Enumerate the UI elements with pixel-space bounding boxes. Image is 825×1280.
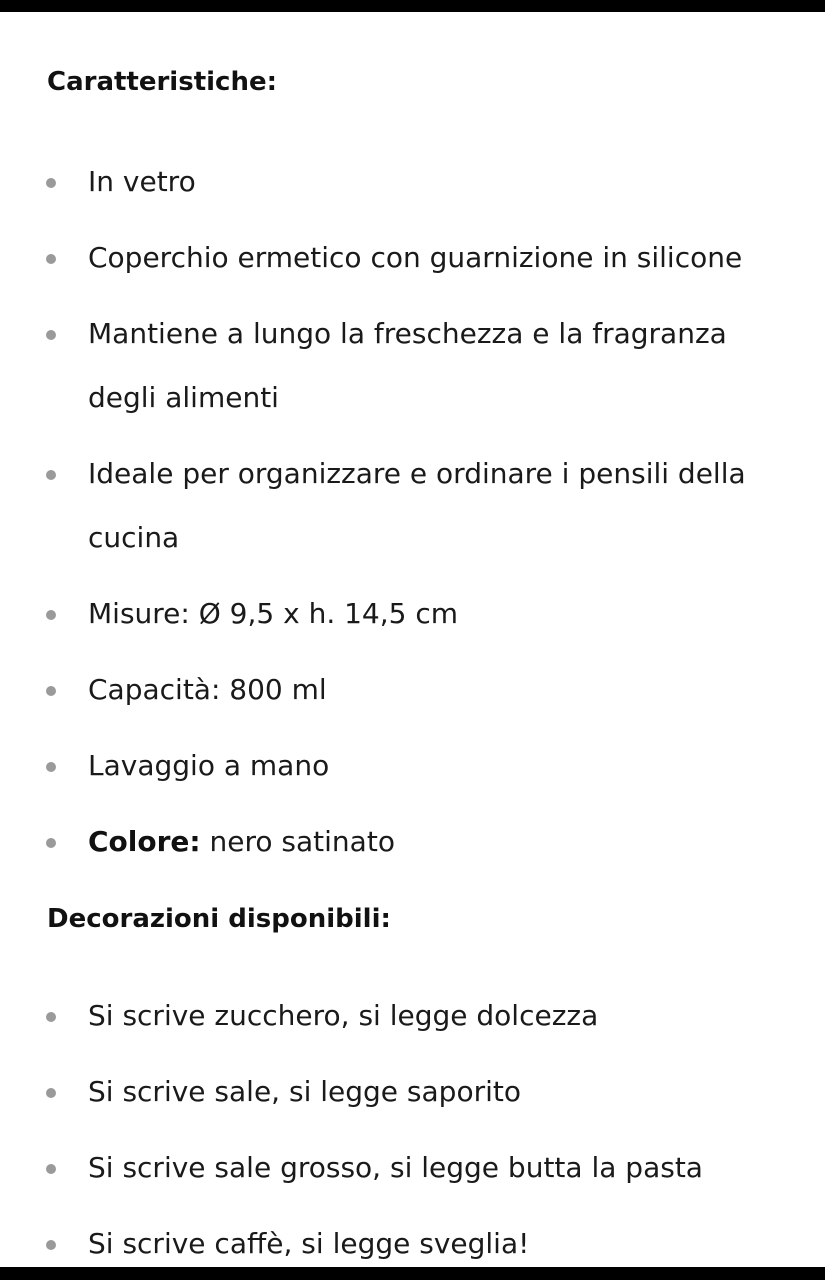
- bullet-dot-icon: [46, 178, 56, 188]
- decorations-list: [0, 984, 825, 1267]
- list-item: [0, 1136, 825, 1200]
- features-list: [0, 150, 825, 886]
- top-frame-bar: [0, 0, 825, 12]
- list-item-color: [0, 810, 825, 874]
- features-heading: Caratteristiche:: [47, 67, 277, 97]
- bullet-dot-icon: [46, 470, 56, 480]
- bullet-dot-icon: [46, 686, 56, 696]
- bullet-dot-icon: [46, 610, 56, 620]
- list-item-label: Coperchio ermetico con guarnizione in silicone: [88, 241, 743, 274]
- list-item-label: Mantiene a lungo la freschezza e la fragranza degli alimenti: [88, 317, 727, 414]
- list-item-label: In vetro: [88, 165, 196, 198]
- bullet-dot-icon: [46, 838, 56, 848]
- list-item-label: Si scrive caffè, si legge sveglia!: [88, 1227, 530, 1260]
- bullet-dot-icon: [46, 1012, 56, 1022]
- bullet-dot-icon: [46, 762, 56, 772]
- list-item-label: Si scrive sale, si legge saporito: [88, 1075, 521, 1108]
- list-item: [0, 302, 825, 430]
- list-item-label: Ideale per organizzare e ordinare i pensili della cucina: [88, 457, 746, 554]
- list-item-label: Si scrive sale grosso, si legge butta la pasta: [88, 1151, 703, 1184]
- list-item: [0, 442, 825, 570]
- list-item-label: Misure: Ø 9,5 x h. 14,5 cm: [88, 597, 459, 630]
- bullet-dot-icon: [46, 330, 56, 340]
- list-item: [0, 1060, 825, 1124]
- list-item-label: Lavaggio a mano: [88, 749, 330, 782]
- list-item: [0, 734, 825, 798]
- list-item: [0, 984, 825, 1048]
- bottom-frame-bar: [0, 1267, 825, 1280]
- list-item-label: Si scrive zucchero, si legge dolcezza: [88, 999, 599, 1032]
- bullet-dot-icon: [46, 1164, 56, 1174]
- decorations-heading: Decorazioni disponibili:: [47, 904, 391, 934]
- list-item: [0, 226, 825, 290]
- list-item-label: Capacità: 800 ml: [88, 673, 327, 706]
- color-value: nero satinato: [200, 825, 395, 858]
- bullet-dot-icon: [46, 1088, 56, 1098]
- bullet-dot-icon: [46, 1240, 56, 1250]
- bullet-dot-icon: [46, 254, 56, 264]
- list-item: [0, 1212, 825, 1267]
- list-item: [0, 658, 825, 722]
- color-label: Colore:: [88, 825, 201, 858]
- list-item: [0, 150, 825, 214]
- list-item: [0, 582, 825, 646]
- product-description: [0, 12, 825, 1267]
